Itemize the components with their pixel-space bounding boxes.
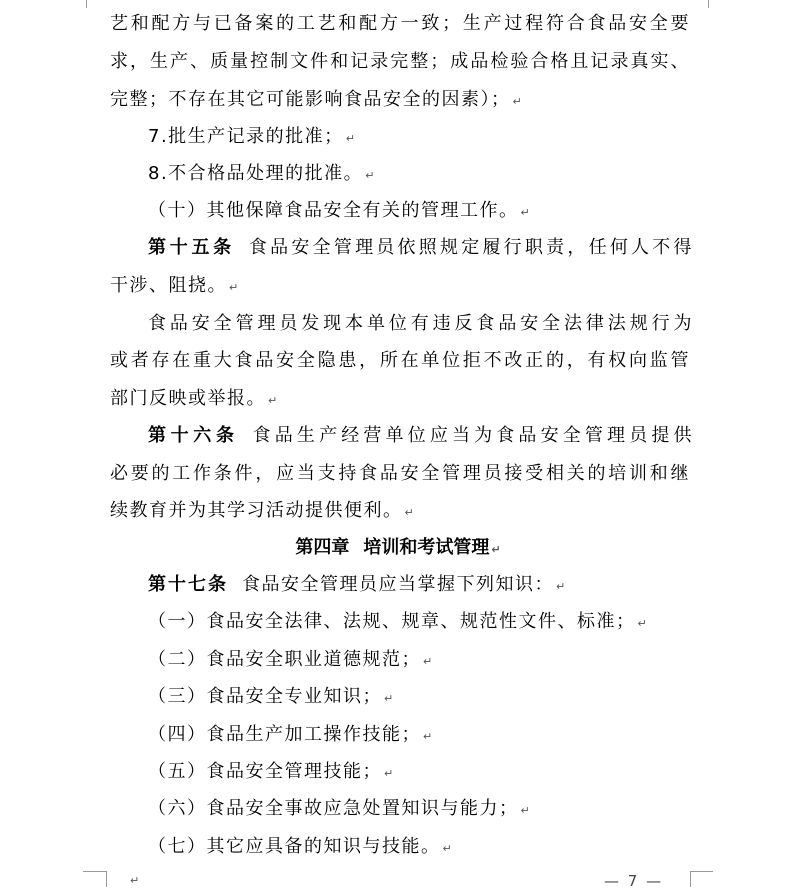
list-item: （七）其它应具备的知识与技能。 ↵ bbox=[148, 836, 452, 857]
paragraph-mark: ↵ bbox=[130, 874, 140, 887]
article-15-line: 第十五条 食品安全管理员依照规定履行职责，任何人不得 bbox=[148, 237, 694, 258]
crop-mark-bottom-left-v bbox=[106, 871, 107, 887]
article-16-line: 第十六条 食品生产经营单位应当为食品安全管理员提供 bbox=[148, 425, 693, 446]
crop-mark-top-left bbox=[86, 0, 87, 8]
crop-mark-bottom-right-h bbox=[690, 871, 713, 872]
list-item: （四）食品生产加工操作技能； ↵ bbox=[148, 724, 433, 745]
crop-mark-bottom-left-h bbox=[83, 871, 106, 872]
list-item: （十）其他保障食品安全有关的管理工作。 ↵ bbox=[148, 200, 530, 221]
text-line: 或者存在重大食品安全隐患，所在单位拒不改正的，有权向监管 bbox=[110, 350, 690, 371]
chapter-number: 第四章 bbox=[295, 537, 350, 558]
list-item: （五）食品安全管理技能； ↵ bbox=[148, 761, 394, 782]
list-item: （二）食品安全职业道德规范； ↵ bbox=[148, 649, 433, 670]
text-line: 完整；不存在其它可能影响食品安全的因素）； ↵ bbox=[110, 89, 522, 110]
list-item: （三）食品安全专业知识； ↵ bbox=[148, 686, 394, 707]
list-item: 7.批生产记录的批准； ↵ bbox=[148, 126, 355, 147]
chapter-title: 培训和考试管理 bbox=[363, 537, 490, 558]
chapter-heading: 第四章 培训和考试管理 ↵ bbox=[295, 537, 501, 558]
text-line: 艺和配方与已备案的工艺和配方一致；生产过程符合食品安全要 bbox=[110, 13, 690, 34]
article-label: 第十七条 bbox=[148, 574, 228, 595]
text-line: 求，生产、质量控制文件和记录完整；成品检验合格且记录真实、 bbox=[110, 51, 690, 72]
article-17-line: 第十七条 食品安全管理员应当掌握下列知识： ↵ bbox=[148, 574, 566, 595]
crop-mark-bottom-right-v bbox=[690, 871, 691, 887]
page-number: — 7 — bbox=[604, 872, 664, 890]
text-line: 食品安全管理员发现本单位有违反食品安全法律法规行为 bbox=[148, 313, 693, 334]
text-line: 必要的工作条件，应当支持食品安全管理员接受相关的培训和继 bbox=[110, 463, 690, 484]
article-label: 第十六条 bbox=[148, 425, 239, 446]
text-line: 续教育并为其学习活动提供便利。 ↵ bbox=[110, 500, 414, 521]
list-item: （六）食品安全事故应急处置知识与能力； ↵ bbox=[148, 798, 530, 819]
list-item: 8.不合格品处理的批准。 ↵ bbox=[148, 163, 375, 184]
crop-mark-top-right bbox=[708, 0, 709, 8]
text-line: 部门反映或举报。 ↵ bbox=[110, 388, 278, 409]
article-label: 第十五条 bbox=[148, 237, 235, 258]
list-item: （一）食品安全法律、法规、规章、规范性文件、标准； ↵ bbox=[148, 611, 647, 632]
text-line: 干涉、阻挠。 ↵ bbox=[110, 275, 239, 296]
